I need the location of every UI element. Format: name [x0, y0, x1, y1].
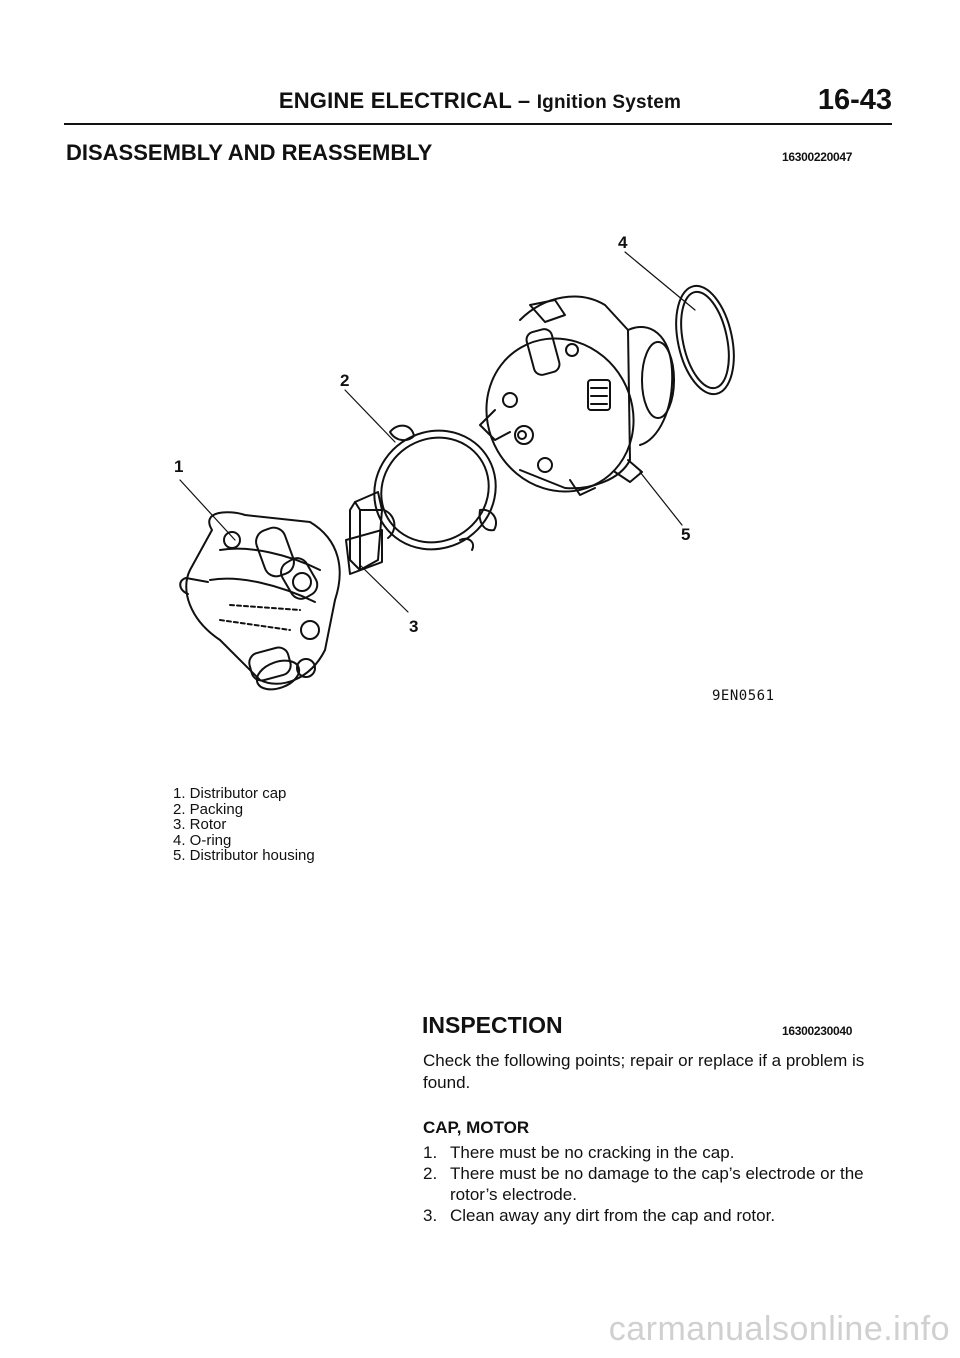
step-item: [423, 1163, 885, 1205]
callout-5: 5: [681, 525, 691, 544]
rotor-drawing: [346, 492, 394, 574]
step-text: Clean away any dirt from the cap and rotor.: [450, 1206, 776, 1225]
step-item: [423, 1205, 885, 1226]
section-ref-code: 16300220047: [782, 150, 853, 164]
legend-item: 2. Packing: [173, 800, 244, 818]
watermark-text: carmanualsonline.info: [608, 1310, 950, 1348]
legend-item: 3. Rotor: [173, 816, 227, 833]
legend-item: 4. O-ring: [173, 831, 232, 849]
step-number: 2.: [423, 1164, 438, 1183]
packing-drawing: [351, 407, 519, 573]
callout-4: 4: [618, 233, 628, 252]
distributor-cap-drawing: [180, 512, 339, 695]
section-title: DISASSEMBLY AND REASSEMBLY: [66, 140, 433, 165]
running-header: [0, 88, 960, 114]
callout-3: 3: [409, 617, 419, 636]
header-divider: [64, 123, 892, 125]
step-number: 1.: [423, 1143, 438, 1162]
inspection-subhead: CAP, MOTOR: [423, 1118, 530, 1137]
header-title-sub: Ignition System: [536, 92, 682, 113]
o-ring-drawing: [667, 281, 743, 400]
header-title-main: ENGINE ELECTRICAL –: [278, 88, 531, 113]
callout-1: 1: [174, 457, 184, 476]
distributor-exploded-diagram: [150, 210, 750, 700]
step-number: 3.: [423, 1206, 438, 1225]
figure-code: 9EN0561: [712, 688, 775, 704]
legend-item: 1. Distributor cap: [173, 785, 287, 802]
legend-item: 5. Distributor housing: [173, 847, 315, 864]
leader-lines: [180, 252, 695, 612]
parts-legend: [173, 786, 315, 864]
callout-2: 2: [340, 371, 350, 390]
inspection-ref-code: 16300230040: [782, 1024, 853, 1038]
distributor-housing-drawing: [459, 297, 674, 519]
inspection-intro: Check the following points; repair or replace if a problem is found.: [423, 1051, 865, 1092]
inspection-title: INSPECTION: [422, 1012, 563, 1038]
step-text: There must be no cracking in the cap.: [450, 1143, 735, 1162]
step-text: There must be no damage to the cap’s electrode or the rotor’s electrode.: [450, 1164, 864, 1204]
step-item: [423, 1142, 885, 1163]
inspection-steps: [423, 1142, 885, 1226]
page-number: 16-43: [817, 84, 892, 116]
